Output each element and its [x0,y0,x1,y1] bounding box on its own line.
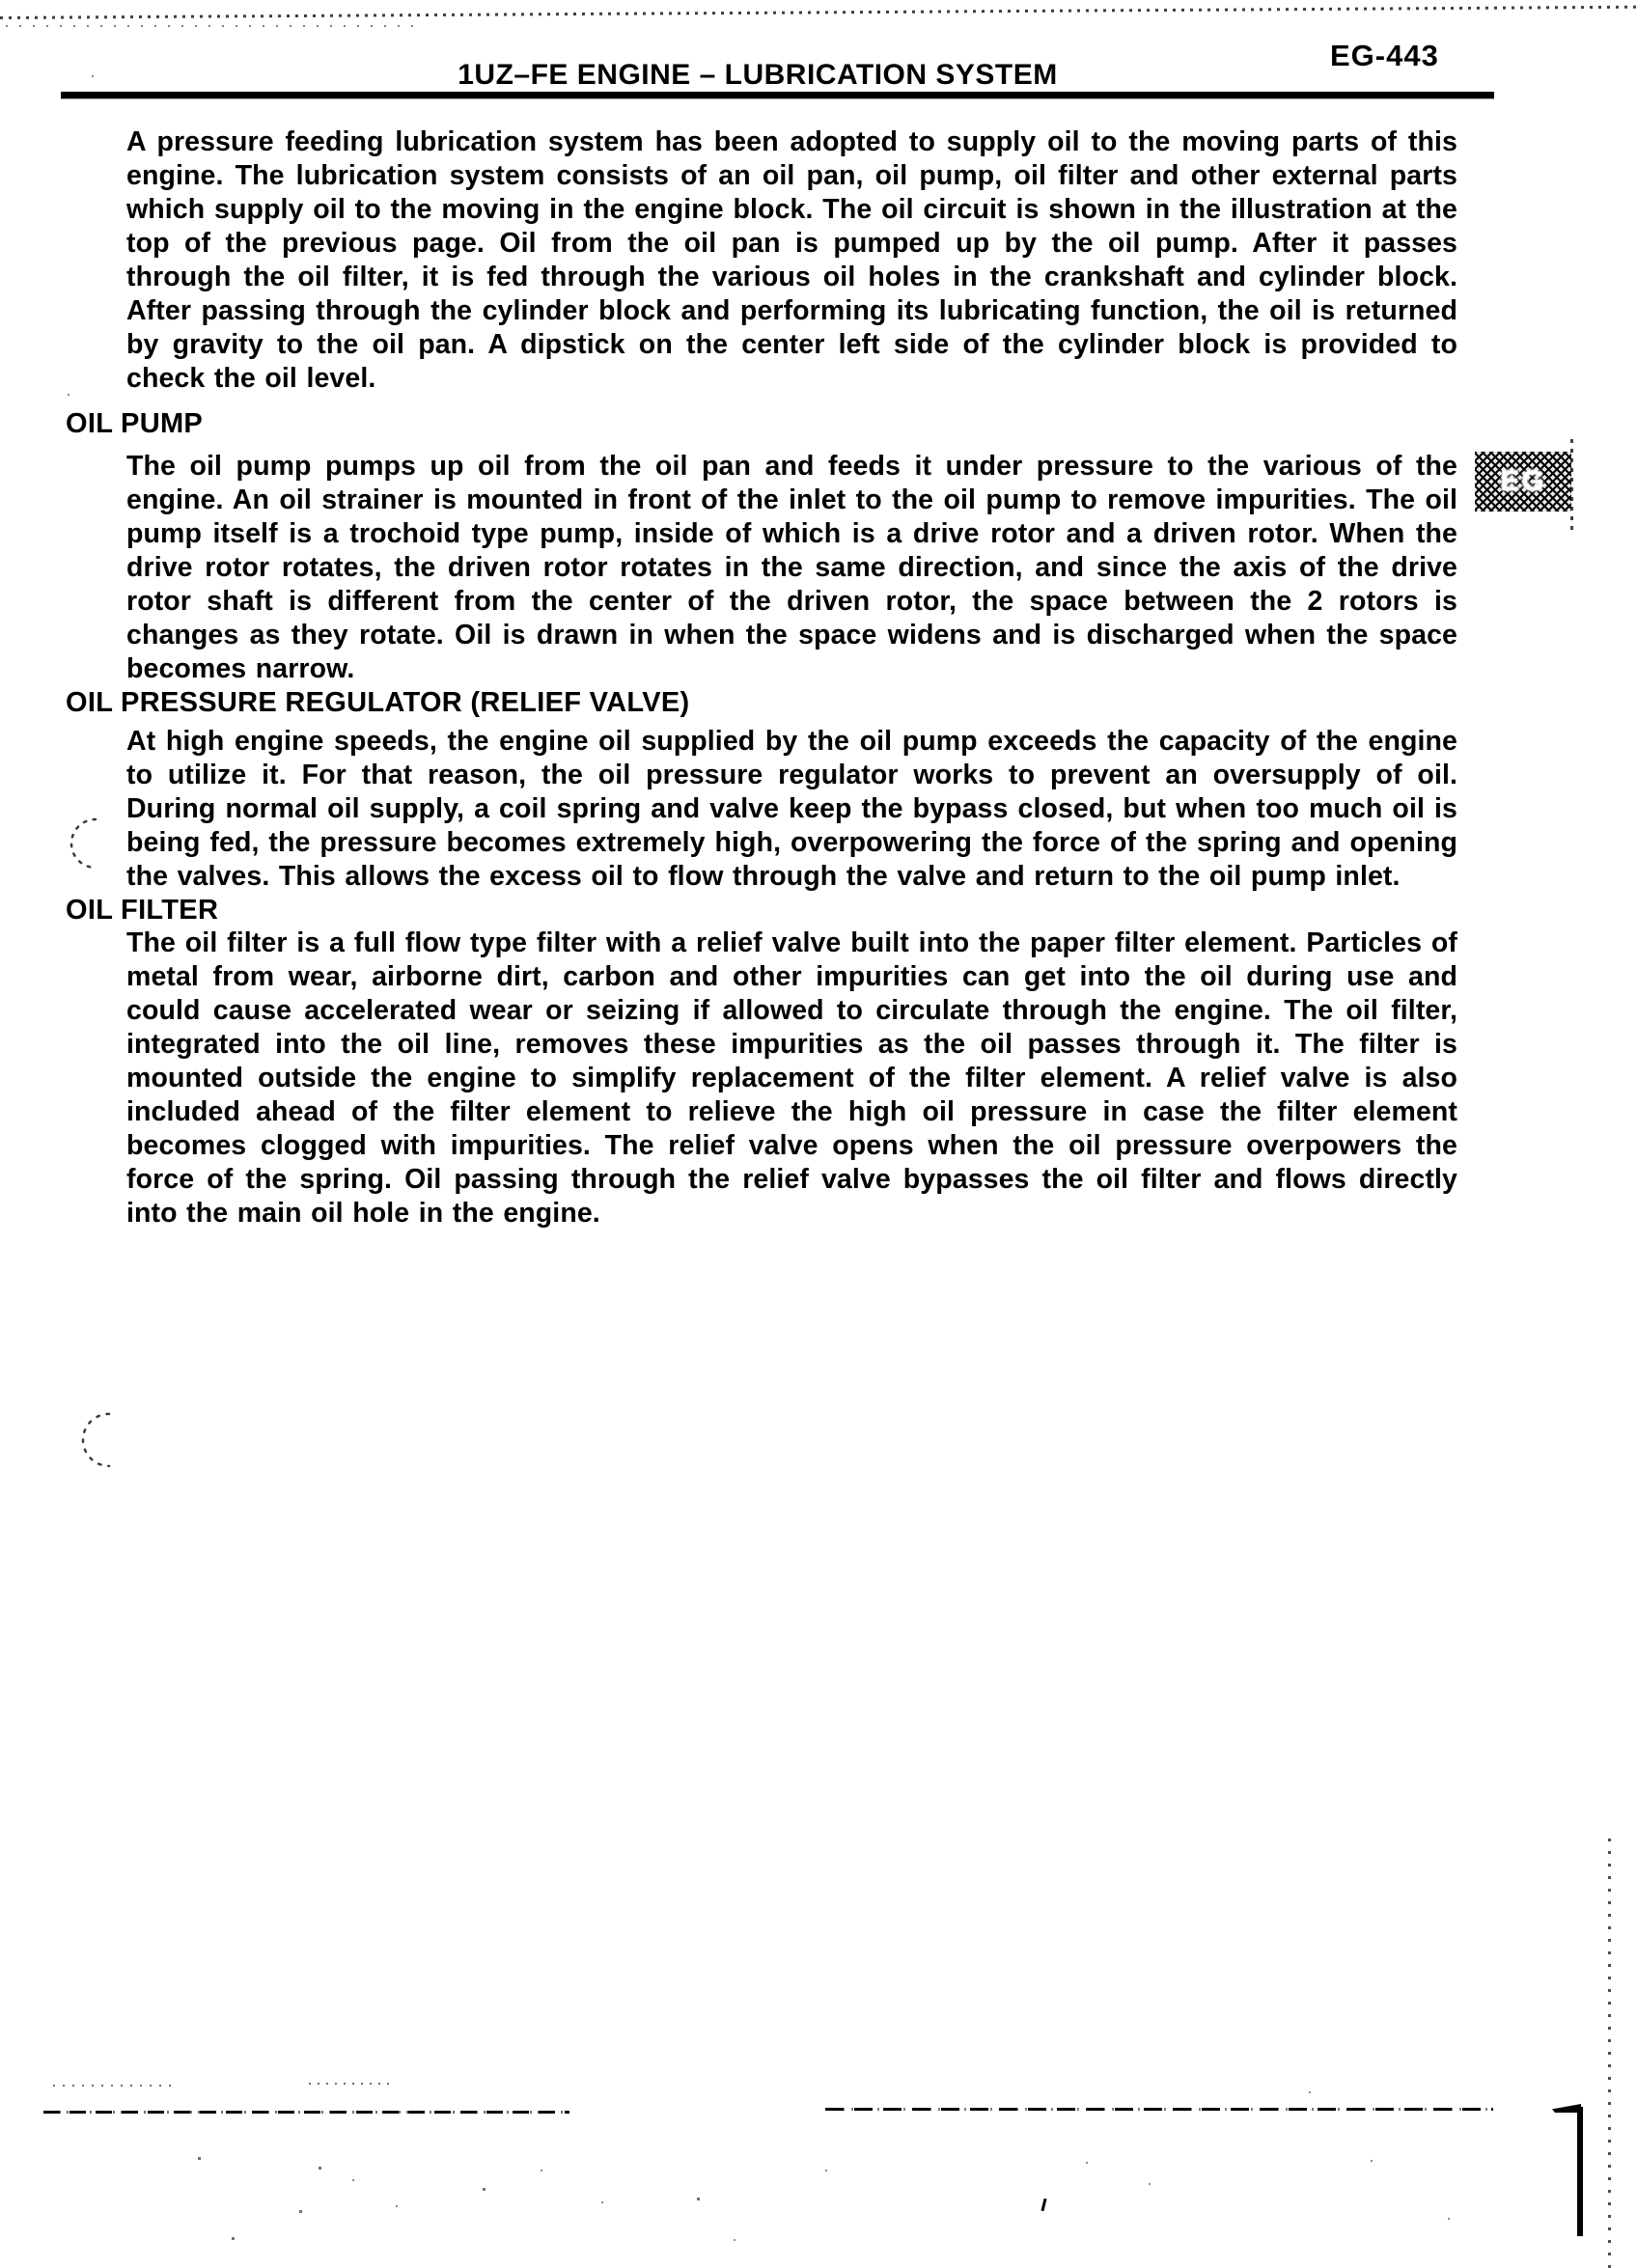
scan-speck [483,2188,486,2191]
section-body-oil-filter: The oil filter is a full flow type filter with a relief valve built into the paper filter element. Particles of metal from wear, airborne dirt, carbon and other impurities can get into the oil during use and could cause accelerated wear or seizing if allowed to circulate through the engine. The oil filter, integrated into the oil line, removes these impurities as the oil passes through it. The filter is mounted outside the engine to simplify replacement of the filter element. A relief valve is also included ahead of the filter element to relieve the high oil pressure in case the filter element becomes clogged with impurities. The relief valve opens when the oil pressure overpowers the force of the spring. Oil passing through the relief valve bypasses the oil filter and flows directly into the main oil hole in the engine. [126,927,1457,1229]
scan-speck [541,2170,542,2171]
section-body-oil-pressure-regulator: At high engine speeds, the engine oil supplied by the oil pump exceeds the capacity of the engine to utilize it. For that reason, the oil pressure regulator works to prevent an oversupply of oil. During normal oil supply, a coil spring and valve keep the bypass closed, but when too much oil is being fed, the pressure becomes extremely high, overpowering the force of the spring and opening the valves. This allows the excess oil to flow through the valve and return to the oil pump inlet. [126,726,1457,892]
scan-speck [601,2201,603,2203]
scan-speck [198,2157,201,2160]
scan-speck [68,394,69,396]
perforation-edge-right [1608,1839,1611,2268]
scan-speck [1086,2162,1088,2164]
section-heading-oil-pump: OIL PUMP [66,408,204,439]
page-content [0,125,1637,1231]
perforation-edge-top [0,6,1637,19]
section-heading-oil-pressure-regulator: OIL PRESSURE REGULATOR (RELIEF VALVE) [66,687,690,718]
section-heading-oil-filter: OIL FILTER [66,895,219,926]
tear-line-left-segment [43,2111,569,2114]
section-body-oil-pump: The oil pump pumps up oil from the oil pan and feeds it under pressure to the various of the engine. An oil strainer is mounted in front of the inlet to the oil pump to remove impurities. The oil pump itself is a trochoid type pump, inside of which is a drive rotor and a driven rotor. When the drive rotor rotates, the driven rotor rotates in the same direction, and since the axis of the drive rotor shaft is different from the center of the driven rotor, the space between the 2 rotors is changes as they rotate. Oil is drawn in when the space widens and is discharged when the space becomes narrow. [126,451,1457,684]
scan-speck [1149,2183,1151,2185]
intro-paragraph: A pressure feeding lubrication system has been adopted to supply oil to the moving parts of this engine. The lubrication system consists of an oil pan, oil pump, oil filter and other external parts which supply oil to the moving in the engine block. The oil circuit is shown in the illustration at the top of the previous page. Oil from the oil pan is pumped up by the oil pump. After it passes through the oil filter, it is fed through the various oil holes in the crankshaft and cylinder block. After passing through the cylinder block and performing its lubricating function, the oil is returned by gravity to the oil pan. A dipstick on the center left side of the cylinder block is provided to check the oil level. [126,126,1457,394]
page-title: 1UZ–FE ENGINE – LUBRICATION SYSTEM [458,59,1058,91]
eg-section-tab: EG [1475,452,1571,512]
header-rule [61,92,1494,98]
eg-tab-fray-marks [1570,439,1573,531]
scan-speck [1371,2160,1373,2162]
scan-speck [734,2239,735,2241]
punch-hole-mark-upper [68,816,124,871]
scan-speck [1448,2218,1450,2220]
perforation-edge-top-fragment [6,25,421,27]
scan-speck [299,2210,302,2213]
corner-fold-bar [1577,2107,1583,2236]
tear-line-dots-mid [309,2083,391,2085]
scan-speck [232,2237,235,2240]
tear-line-dots-left [53,2085,174,2087]
scan-speck [825,2170,827,2171]
scan-speck [396,2205,398,2207]
scan-speck [92,75,94,77]
tear-line-right-segment [825,2108,1493,2111]
scan-speck [1309,2091,1311,2093]
scan-tick-mark [1040,2199,1046,2211]
scan-speck [352,2179,354,2181]
punch-hole-mark-lower [79,1410,139,1470]
scan-speck [319,2167,321,2170]
page-number: EG-443 [1330,39,1439,72]
scan-speck [697,2198,700,2200]
